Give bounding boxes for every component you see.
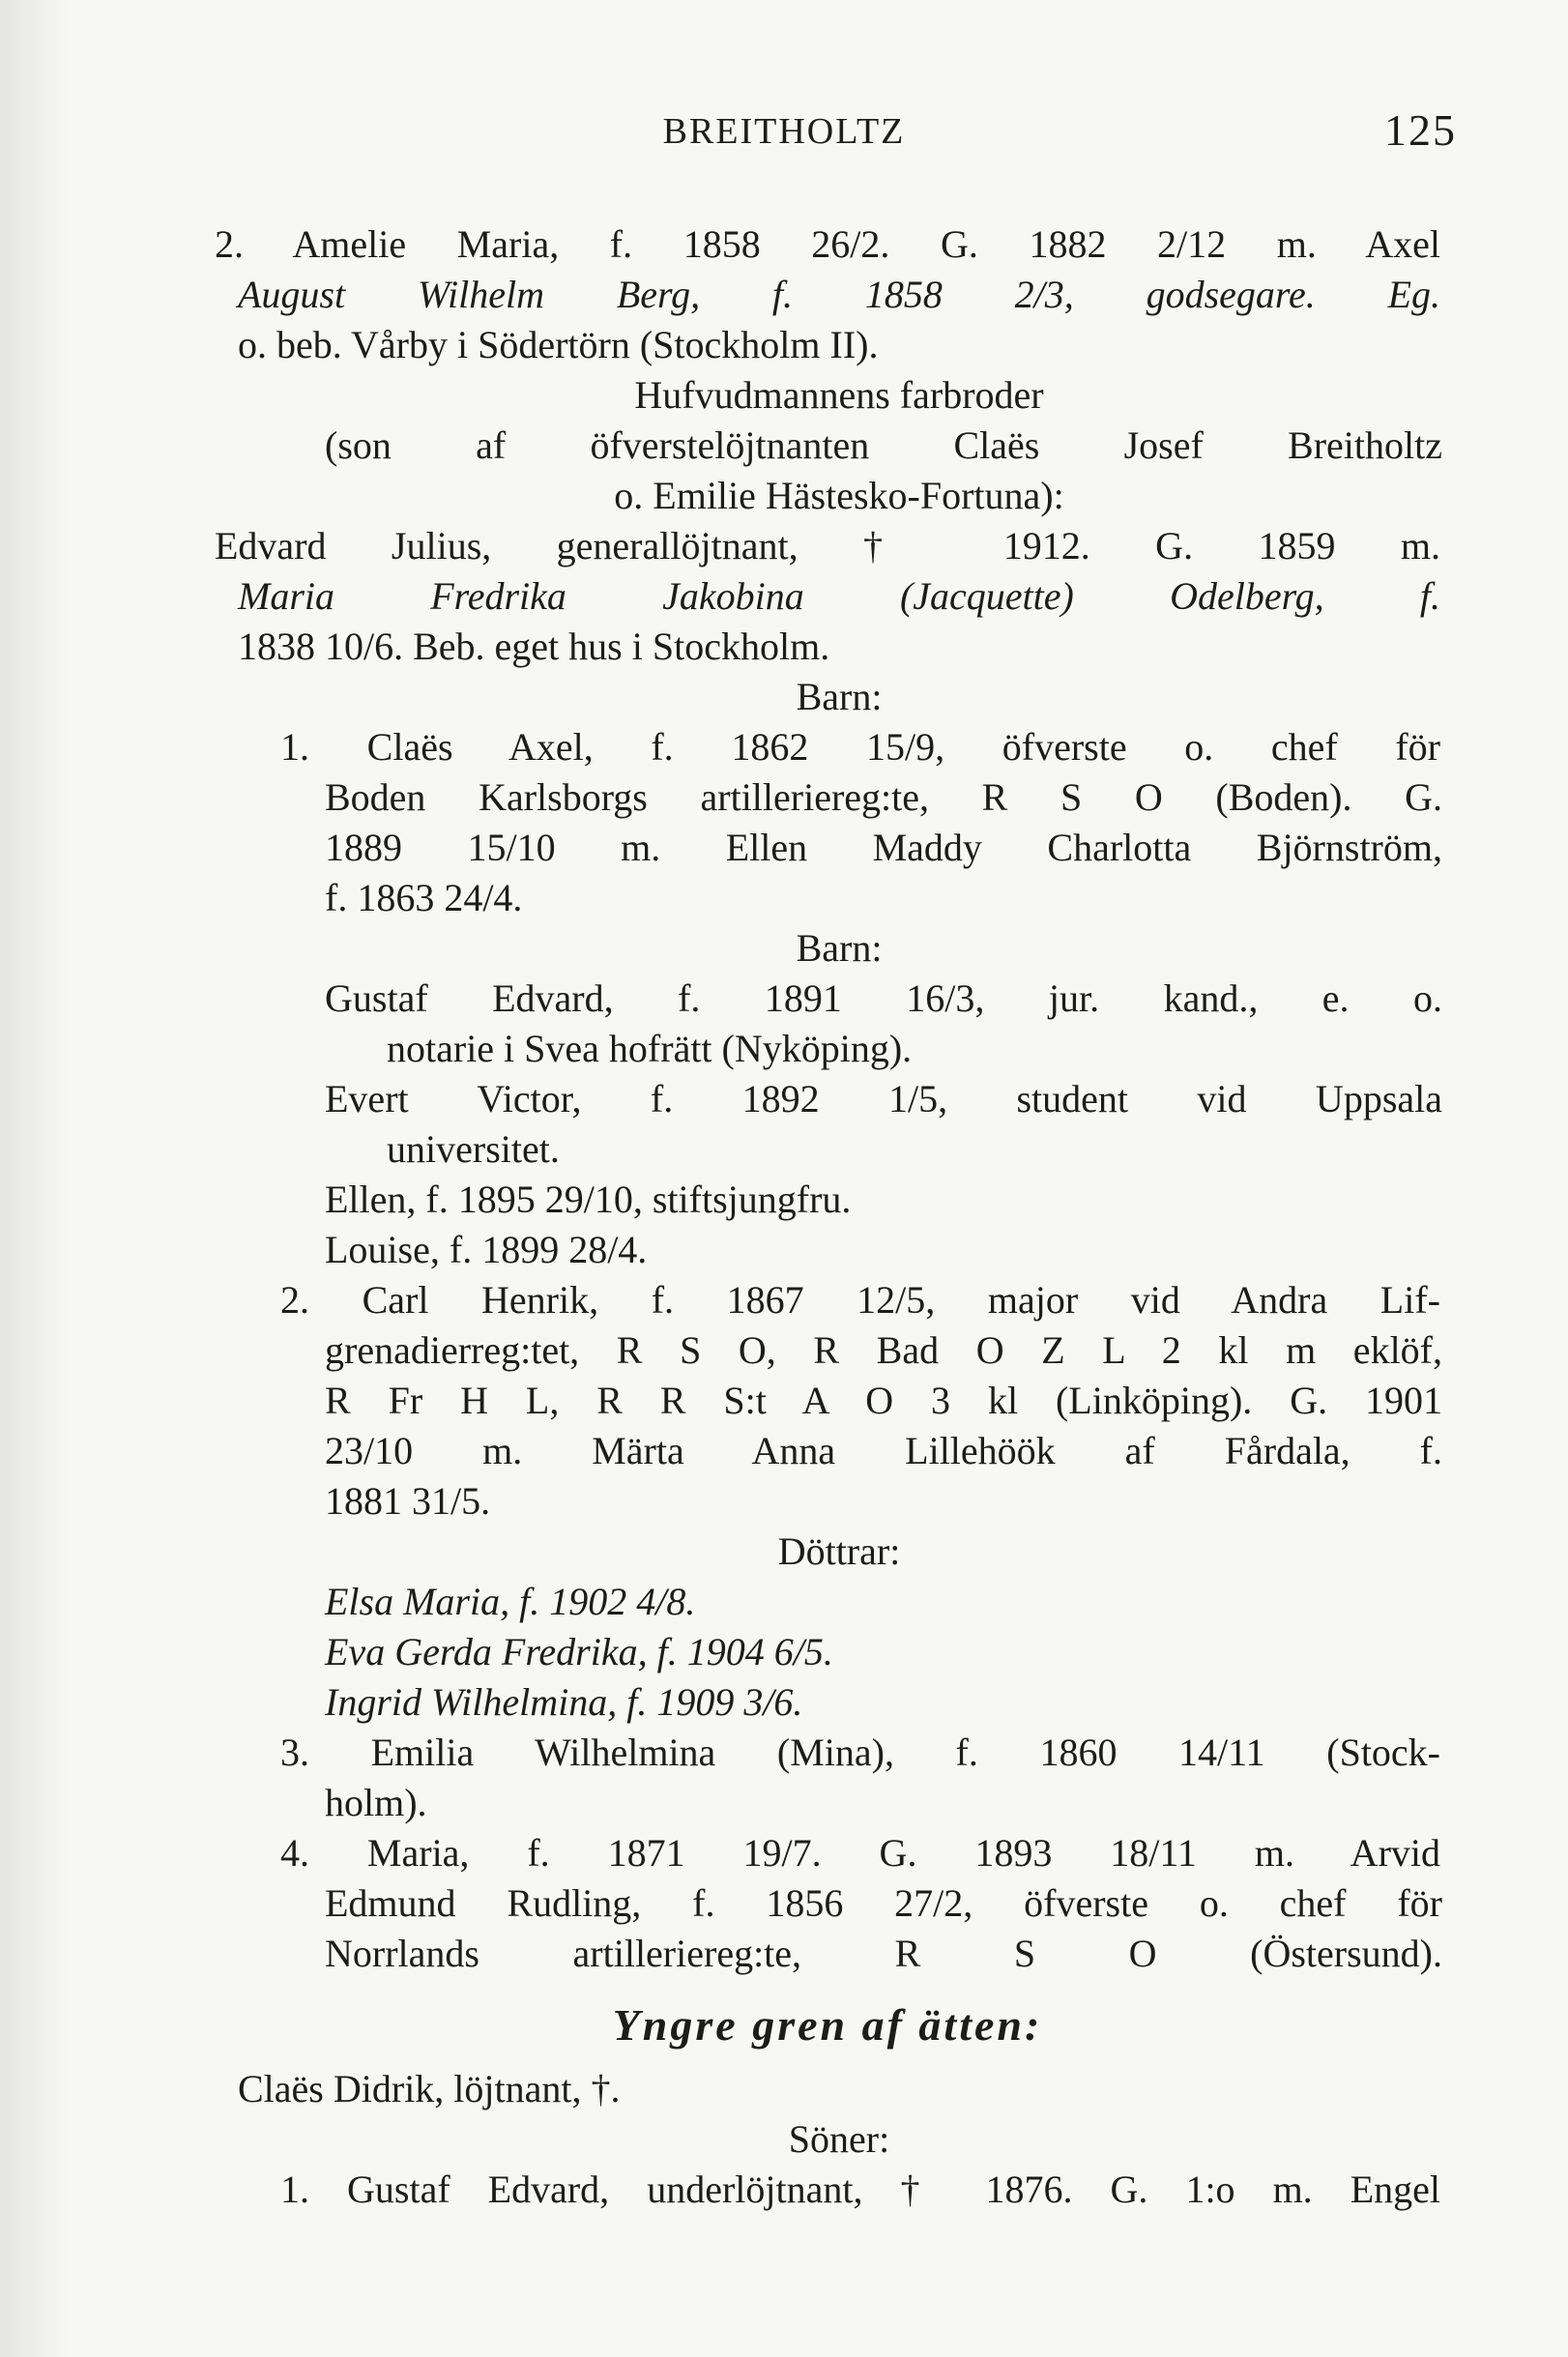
- section-label: Barn:: [796, 675, 883, 718]
- text-line: o. Emilie Hästesko-Fortuna):: [614, 474, 1064, 517]
- text-line: Edmund Rudling, f. 1856 27/2, öfverste o. chef för: [325, 1881, 1442, 1925]
- text-line: Elsa Maria, f. 1902 4/8.: [325, 1580, 696, 1623]
- text-line: 1838 10/6. Beb. eget hus i Stockholm.: [238, 625, 830, 668]
- text-line: Louise, f. 1899 28/4.: [325, 1228, 648, 1271]
- text-line: Edvard Julius, generallöjtnant, † 1912. G. 1859 m.: [215, 524, 1440, 567]
- text-line: f. 1863 24/4.: [325, 876, 523, 919]
- text-line: Norrlands artilleriereg:te, R S O (Östersund).: [325, 1932, 1442, 1975]
- text-line: Gustaf Edvard, f. 1891 16/3, jur. kand., e. o.: [325, 976, 1442, 1020]
- page-number: 125: [1384, 105, 1457, 155]
- text-line: Evert Victor, f. 1892 1/5, student vid Uppsala: [325, 1077, 1442, 1120]
- text-line: Claës Didrik, löjtnant, †.: [238, 2067, 621, 2110]
- text-line: 2. Carl Henrik, f. 1867 12/5, major vid Andra Lif-: [280, 1278, 1440, 1322]
- text-line: 2. Amelie Maria, f. 1858 26/2. G. 1882 2/12 m. Axel: [215, 222, 1440, 266]
- text-line: o. beb. Vårby i Södertörn (Stockholm II).: [238, 323, 879, 366]
- text-line: Maria Fredrika Jakobina (Jacquette) Odelberg, f.: [238, 574, 1440, 618]
- text-line: Ellen, f. 1895 29/10, stiftsjungfru.: [325, 1178, 852, 1221]
- text-line: 23/10 m. Märta Anna Lillehöök af Fårdala, f.: [325, 1429, 1442, 1472]
- text-line: 1881 31/5.: [325, 1479, 491, 1523]
- text-line: Ingrid Wilhelmina, f. 1909 3/6.: [325, 1680, 803, 1724]
- section-label: Döttrar:: [777, 1529, 901, 1573]
- text-line: 1. Gustaf Edvard, underlöjtnant, † 1876. G. 1:o m. Engel: [280, 2168, 1440, 2211]
- text-line: 4. Maria, f. 1871 19/7. G. 1893 18/11 m. Arvid: [280, 1831, 1440, 1875]
- text-line: Eva Gerda Fredrika, f. 1904 6/5.: [325, 1630, 833, 1673]
- section-label: Barn:: [796, 926, 883, 970]
- text-line: 3. Emilia Wilhelmina (Mina), f. 1860 14/11 (Stock-: [280, 1731, 1440, 1774]
- text-line: R Fr H L, R R S:t A O 3 kl (Linköping). G. 1901: [325, 1379, 1442, 1422]
- section-heading: Yngre gren af ätten:: [612, 2000, 1043, 2050]
- text-line: August Wilhelm Berg, f. 1858 2/3, godsegare. Eg.: [238, 273, 1440, 316]
- text-line: holm).: [325, 1781, 427, 1824]
- section-label: Söner:: [788, 2117, 890, 2161]
- text-line: 1889 15/10 m. Ellen Maddy Charlotta Björnström,: [325, 826, 1442, 869]
- text-line: universitet.: [387, 1127, 560, 1171]
- text-line: Hufvudmannens farbroder: [634, 373, 1044, 417]
- text-line: grenadierreg:tet, R S O, R Bad O Z L 2 kl m eklöf,: [325, 1328, 1442, 1372]
- text-line: notarie i Svea hofrätt (Nyköping).: [387, 1027, 913, 1070]
- text-line: Boden Karlsborgs artilleriereg:te, R S O (Boden). G.: [325, 775, 1442, 819]
- text-line: 1. Claës Axel, f. 1862 15/9, öfverste o. chef för: [280, 725, 1440, 769]
- text-line: (son af öfverstelöjtnanten Claës Josef Breitholtz: [325, 423, 1442, 467]
- running-title: BREITHOLTZ: [662, 111, 906, 152]
